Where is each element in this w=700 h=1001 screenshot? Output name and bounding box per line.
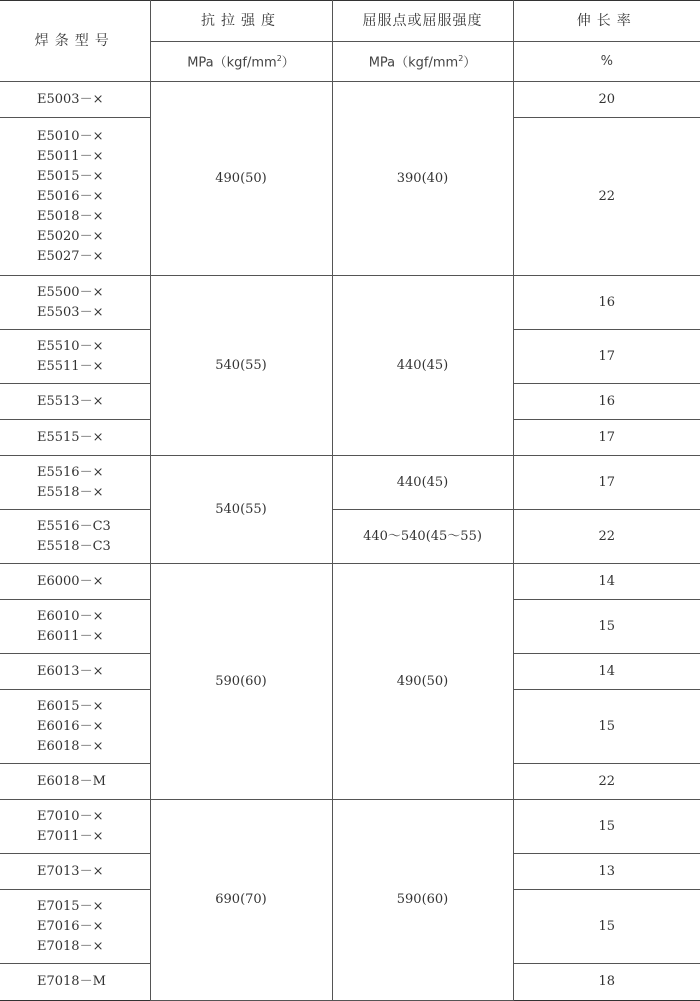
elongation-cell: 15 [513,800,700,854]
model-cell: E5010－× E5011－× E5015－× E5016－× E5018－× E5020－× E5027－× [0,118,150,276]
header-row [0,1,700,42]
unit-yield: $MPa(kgf/mm^2)$ [332,42,513,82]
elongation-cell: 13 [513,854,700,890]
table-row [0,82,700,118]
model-cell: E5003－× [0,82,150,118]
tensile-cell: 590(60) [150,564,332,800]
header-model: 焊条型号 [0,1,150,82]
model-cell: E7015－× E7016－× E7018－× [0,890,150,964]
yield-cell: 440(45) [332,456,513,510]
elongation-cell: 15 [513,600,700,654]
elongation-cell: 14 [513,654,700,690]
table-row [0,276,700,330]
model-cell: E5513－× [0,384,150,420]
model-cell: E6013－× [0,654,150,690]
model-cell: E5516－C3 E5518－C3 [0,510,150,564]
elongation-cell: 18 [513,964,700,1001]
model-cell: E5510－× E5511－× [0,330,150,384]
yield-cell: 590(60) [332,800,513,1001]
elongation-cell: 15 [513,690,700,764]
table-row [0,510,700,564]
tensile-cell: 690(70) [150,800,332,1001]
table-row [0,564,700,600]
elongation-cell: 17 [513,456,700,510]
elongation-cell: 14 [513,564,700,600]
elongation-cell: 16 [513,276,700,330]
yield-cell: 390(40) [332,82,513,276]
elongation-cell: 22 [513,764,700,800]
model-cell: E5500－× E5503－× [0,276,150,330]
elongation-cell: 17 [513,420,700,456]
model-cell: E7010－× E7011－× [0,800,150,854]
header-yield: 屈服点或屈服强度 [332,1,513,42]
elongation-cell: 17 [513,330,700,384]
yield-cell: 490(50) [332,564,513,800]
model-cell: E6010－× E6011－× [0,600,150,654]
tensile-cell: 540(55) [150,456,332,564]
elongation-cell: 15 [513,890,700,964]
unit-tensile: $MPa(kgf/mm^2)$ [150,42,332,82]
tensile-cell: 490(50) [150,82,332,276]
tensile-cell: 540(55) [150,276,332,456]
unit-elongation: % [513,42,700,82]
model-cell: E6015－× E6016－× E6018－× [0,690,150,764]
elongation-cell: 22 [513,118,700,276]
elongation-cell: 20 [513,82,700,118]
table-row [0,456,700,510]
model-cell: E6000－× [0,564,150,600]
header-tensile: 抗拉强度 [150,1,332,42]
elongation-cell: 16 [513,384,700,420]
model-cell: E7018－M [0,964,150,1001]
yield-cell: 440～540(45～55) [332,510,513,564]
table-row [0,800,700,854]
model-cell: E6018－M [0,764,150,800]
yield-cell: 440(45) [332,276,513,456]
model-cell: E7013－× [0,854,150,890]
model-cell: E5516－× E5518－× [0,456,150,510]
header-elongation: 伸长率 [513,1,700,42]
model-cell: E5515－× [0,420,150,456]
elongation-cell: 22 [513,510,700,564]
